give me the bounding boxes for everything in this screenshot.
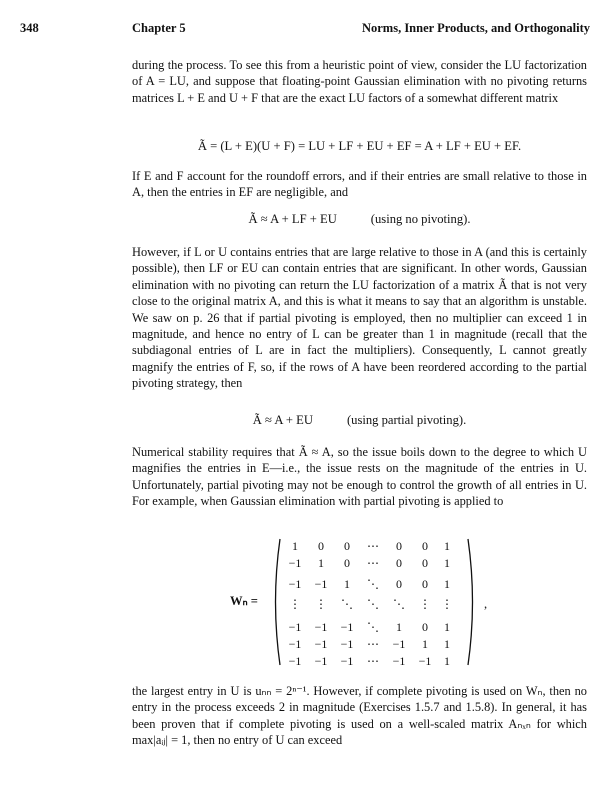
equation-no-pivoting: Ã ≈ A + LF + EU (using no pivoting). bbox=[248, 212, 471, 226]
matrix-cell: 1 bbox=[444, 654, 450, 668]
matrix-cell: ⋯ bbox=[367, 556, 379, 570]
matrix-cell: −1 bbox=[314, 637, 328, 651]
equation-perturbed-lu: Ã = (L + E)(U + F) = LU + LF + EU + EF = A + LF + EU + EF. bbox=[197, 139, 522, 153]
matrix-cell: 1 bbox=[444, 637, 450, 651]
matrix-cell: ⋱ bbox=[367, 620, 379, 634]
paragraph-complete-pivoting: the largest entry in U is uₙₙ = 2ⁿ⁻¹. However, if complete pivoting is used on Wₙ, then no entry in the process exceeds 2 in magnitude (Exercises 1.5.7 and 1.5.8). In general, it has been proven that if complete pivoting is used on a well-scaled matrix Aₙₓₙ for which max|aᵢⱼ| = 1, then no entry of U can exceed bbox=[132, 684, 587, 748]
matrix-cell: 1 bbox=[444, 556, 450, 570]
matrix-comma: , bbox=[484, 597, 488, 611]
matrix-cell: ⋮ bbox=[315, 597, 327, 611]
matrix-cell: 0 bbox=[422, 577, 428, 591]
matrix-cell: −1 bbox=[288, 620, 302, 634]
matrix-cell: −1 bbox=[288, 577, 302, 591]
matrix-label: Wₙ = bbox=[230, 594, 258, 608]
matrix-cell: −1 bbox=[340, 654, 354, 668]
matrix-cell: ⋯ bbox=[367, 654, 379, 668]
equation-partial-pivoting: Ã ≈ A + EU (using partial pivoting). bbox=[252, 413, 467, 427]
matrix-cell: 1 bbox=[318, 556, 324, 570]
matrix-cell: −1 bbox=[314, 577, 328, 591]
matrix-cell: −1 bbox=[340, 620, 354, 634]
matrix-cell: ⋮ bbox=[289, 597, 301, 611]
matrix-cell: −1 bbox=[418, 654, 432, 668]
matrix-cell: 0 bbox=[344, 539, 350, 553]
matrix-cell: 1 bbox=[444, 620, 450, 634]
matrix-cell: 0 bbox=[422, 539, 428, 553]
matrix-cell: 0 bbox=[396, 539, 402, 553]
matrix-cell: 0 bbox=[318, 539, 324, 553]
page-header bbox=[20, 21, 590, 37]
matrix-cell: 1 bbox=[444, 577, 450, 591]
matrix-cell: 0 bbox=[344, 556, 350, 570]
matrix-cell: −1 bbox=[314, 620, 328, 634]
matrix-cell: −1 bbox=[340, 637, 354, 651]
matrix-cell: −1 bbox=[314, 654, 328, 668]
matrix-cell: 0 bbox=[422, 556, 428, 570]
matrix-cell: 0 bbox=[396, 556, 402, 570]
paragraph-intro: during the process. To see this from a heuristic point of view, consider the LU factorization of A = LU, and suppose that floating-point Gaussian elimination with no pivoting returns matrices L + E and U + F that are the exact LU factors of a somewhat different matrix bbox=[132, 58, 587, 105]
matrix-cell: 1 bbox=[344, 577, 350, 591]
chapter-label: Chapter 5 bbox=[132, 21, 186, 35]
matrix-cell: −1 bbox=[392, 654, 406, 668]
matrix-cell: −1 bbox=[288, 637, 302, 651]
matrix-cell: 1 bbox=[444, 539, 450, 553]
matrix-cell: ⋮ bbox=[419, 597, 431, 611]
right-paren-icon bbox=[466, 537, 478, 667]
running-title: Norms, Inner Products, and Orthogonality bbox=[361, 21, 590, 35]
matrix-cell: ⋮ bbox=[441, 597, 453, 611]
matrix-cell: −1 bbox=[288, 654, 302, 668]
page-number: 348 bbox=[20, 21, 39, 35]
matrix-cell: −1 bbox=[392, 637, 406, 651]
matrix-cell: 0 bbox=[422, 620, 428, 634]
matrix-cell: 0 bbox=[396, 577, 402, 591]
matrix-cell: ⋱ bbox=[341, 597, 353, 611]
matrix-cell: 1 bbox=[396, 620, 402, 634]
left-paren-icon bbox=[270, 537, 282, 667]
paragraph-stability: Numerical stability requires that Ã ≈ A, so the issue boils down to the degree to which U magnifies the entries in E—i.e., the issue rests on the magnitude of the entries in U. Unfortunately, partial pivoting may not be enough to control the growth of all entries in U. For example, when Gaussian elimination with partial pivoting is applied to bbox=[132, 445, 587, 509]
matrix-cell: 1 bbox=[422, 637, 428, 651]
matrix-cell: −1 bbox=[288, 556, 302, 570]
matrix-cell: ⋱ bbox=[367, 597, 379, 611]
matrix-cell: 1 bbox=[292, 539, 298, 553]
paragraph-roundoff: If E and F account for the roundoff errors, and if their entries are small relative to those in A, then the entries in EF are negligible, and bbox=[132, 169, 587, 200]
paragraph-instability: However, if L or U contains entries that are large relative to those in A (and this is certainly possible), then LF or EU can contain entries that are significant. In other words, Gaussian elimination with no pivoting can return the LU factorization of a matrix Ã that is not very close to the original matrix A, and this is what it means to say that an algorithm is unstable. We saw on p. 26 that if partial pivoting is employed, then no multiplier can exceed 1 in magnitude, and hence no entry of L can be greater than 1 in magnitude (recall that the subdiagonal entries of L are in fact the multipliers). Consequently, L cannot greatly magnify the entries of F, so, if the rows of A have been reordered according to the partial pivoting strategy, then bbox=[132, 245, 587, 391]
matrix-cell: ⋱ bbox=[393, 597, 405, 611]
matrix-w-n bbox=[230, 537, 500, 667]
matrix-cell: ⋯ bbox=[367, 539, 379, 553]
matrix-cell: ⋱ bbox=[367, 577, 379, 591]
matrix-cell: ⋯ bbox=[367, 637, 379, 651]
